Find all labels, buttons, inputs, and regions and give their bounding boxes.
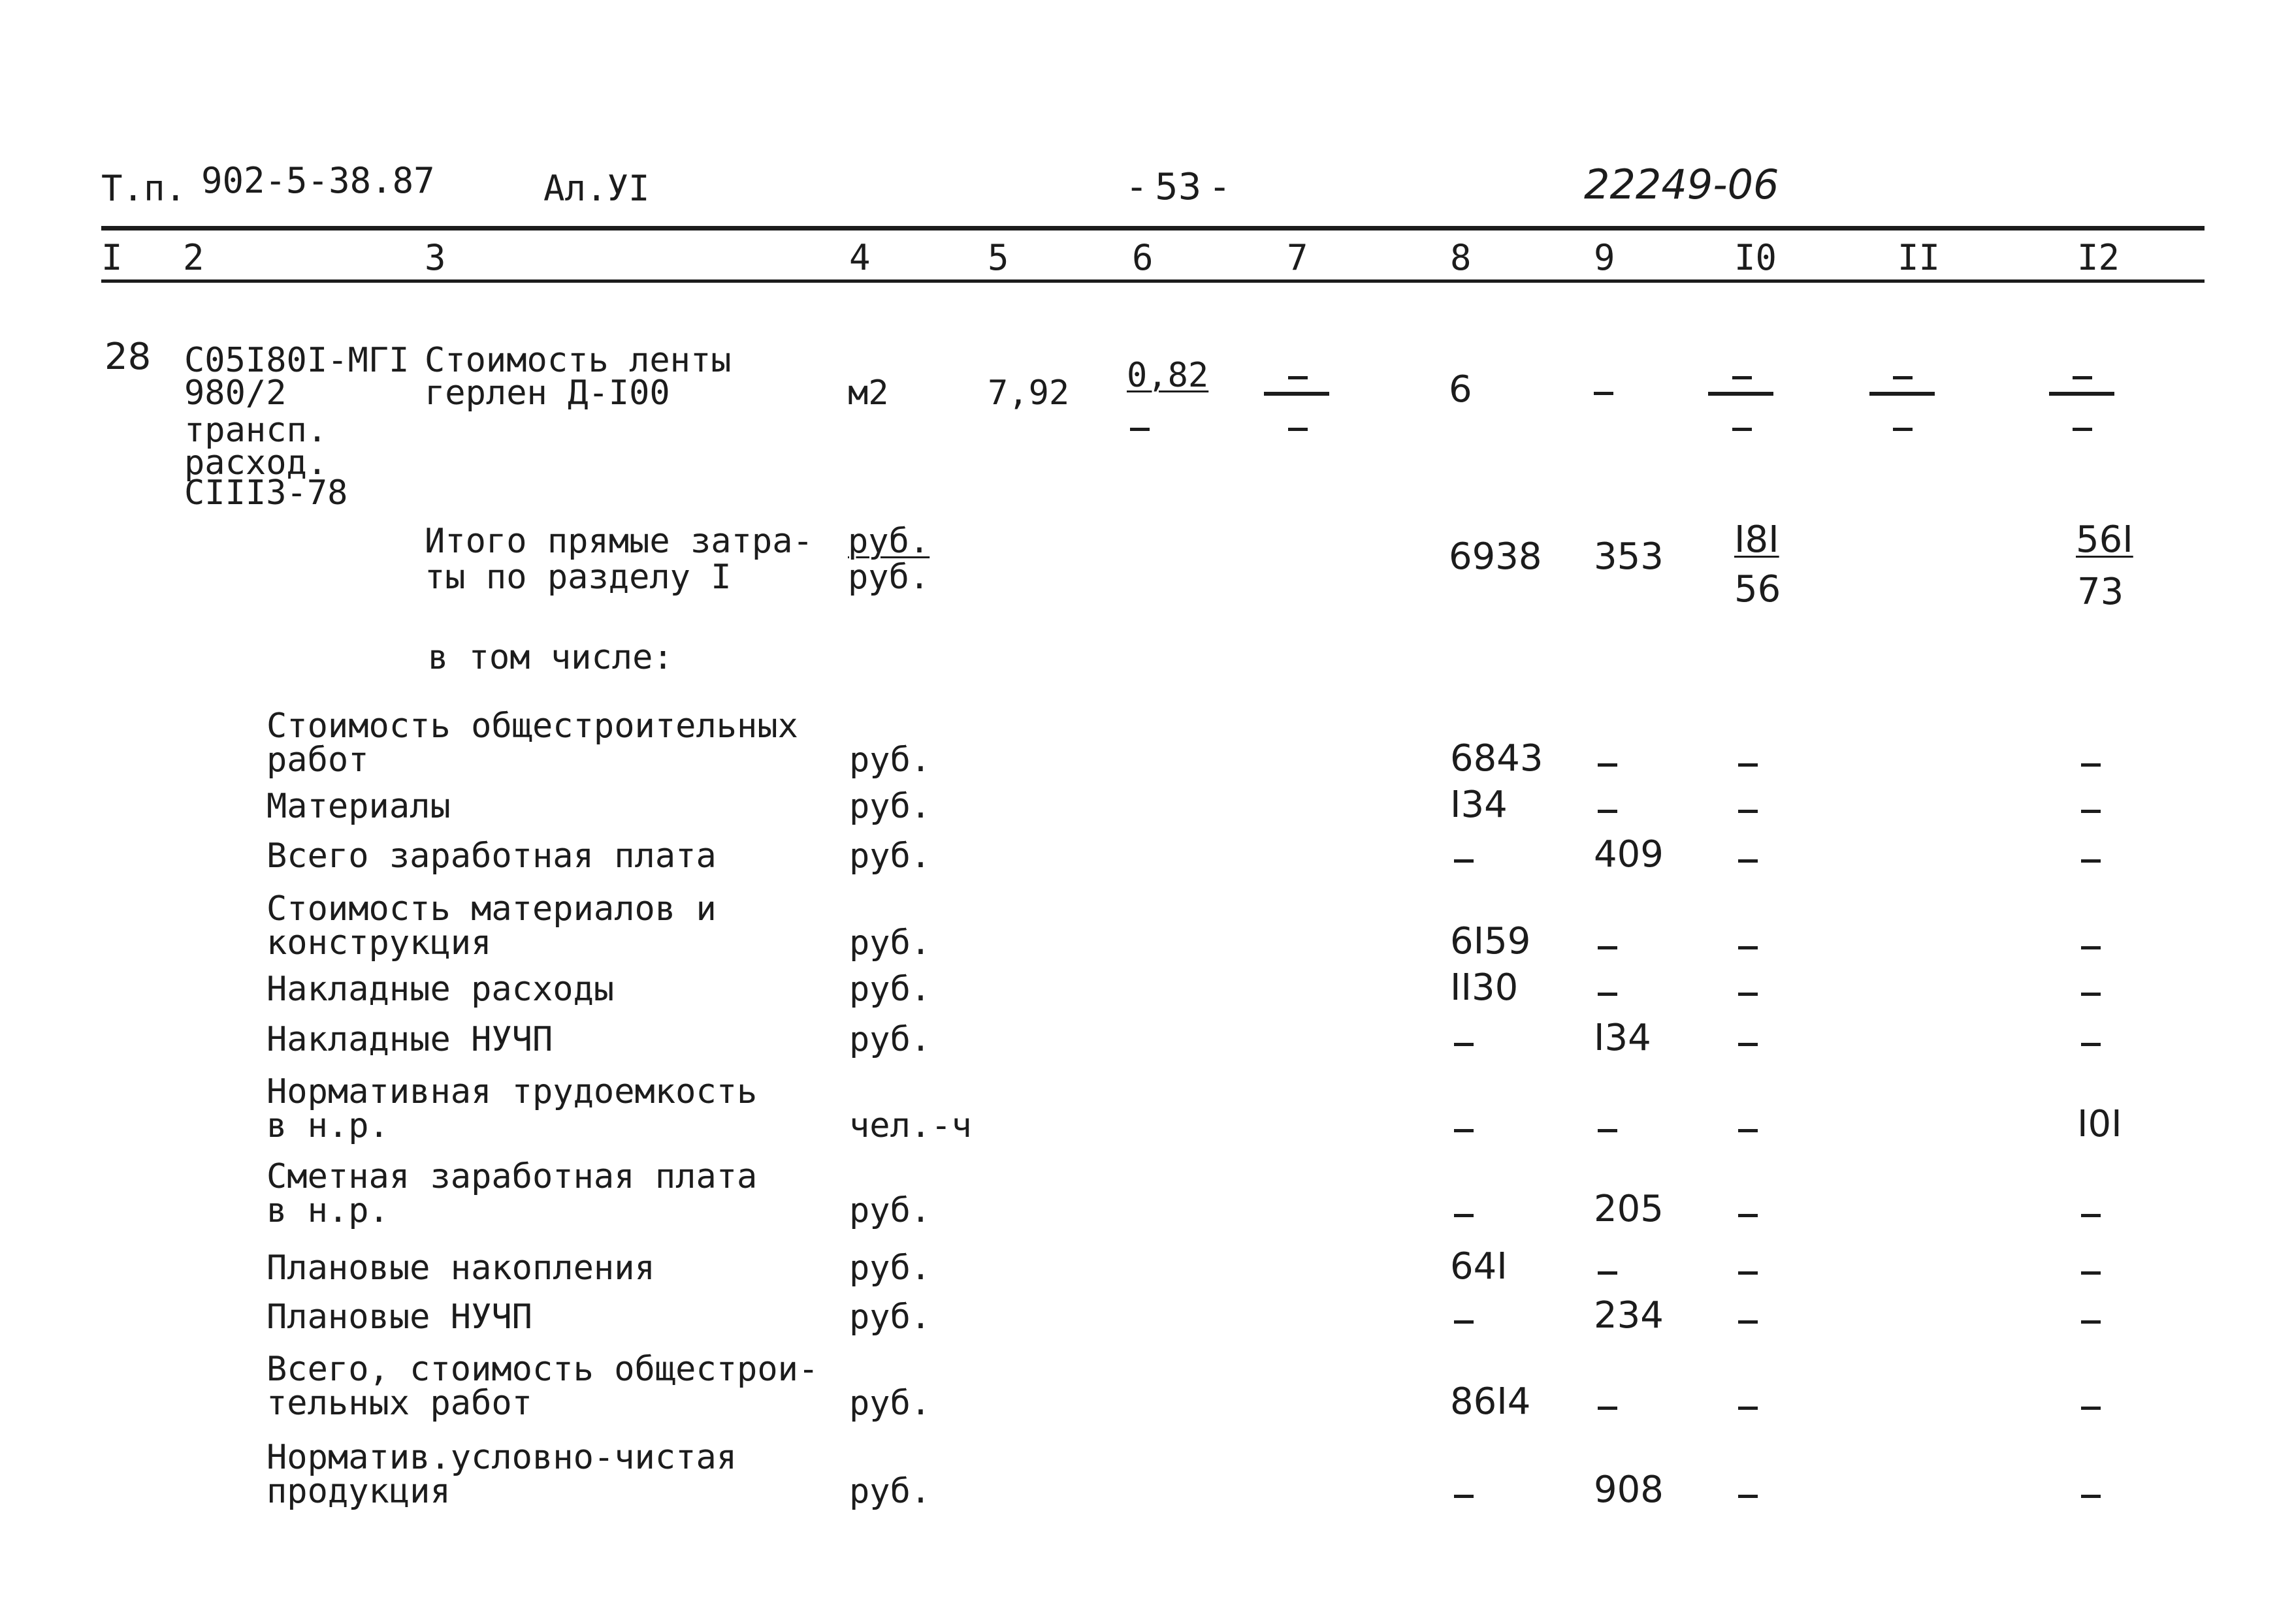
row-col12-fraction-line <box>2049 392 2114 396</box>
item-c12-value: I0I <box>2077 1103 2122 1145</box>
row-col7-fraction-line <box>1264 392 1329 396</box>
item-unit: чел.-ч <box>849 1106 972 1145</box>
item-c12-dash <box>2081 1214 2101 1217</box>
total-description-line: Итого прямые затра- <box>425 522 813 561</box>
total-col12-top: 56I <box>2076 518 2133 561</box>
item-unit: руб. <box>849 1384 931 1423</box>
item-c8-value: 64I <box>1450 1245 1508 1288</box>
item-c12-dash <box>2081 946 2101 949</box>
item-description-line: в н.р. <box>267 1191 389 1230</box>
item-c8-value: II30 <box>1450 966 1519 1009</box>
item-c9-value: 234 <box>1594 1294 1664 1337</box>
item-c10-dash <box>1738 810 1758 813</box>
item-c12-dash <box>2081 1320 2101 1324</box>
tp-number: 902-5-38.87 <box>201 160 435 201</box>
item-c10-dash <box>1738 1214 1758 1217</box>
item-description-line: Всего, стоимость общестрои- <box>267 1350 819 1389</box>
item-unit: руб. <box>849 1191 931 1230</box>
item-c9-dash <box>1598 810 1617 813</box>
item-description-line: Накладные расходы <box>267 970 615 1009</box>
row-unit: м2 <box>848 374 889 413</box>
item-c8-dash <box>1454 1043 1474 1046</box>
item-description-line: продукция <box>267 1472 451 1511</box>
item-description-line: Плановые НУЧП <box>267 1298 532 1337</box>
row-col6-bottom <box>1130 428 1150 431</box>
album-label: Ал.УI <box>543 168 650 209</box>
col-11: II <box>1898 237 1941 278</box>
item-c12-dash <box>2081 810 2101 813</box>
row-col11-fraction-line <box>1869 392 1935 396</box>
item-c9-dash <box>1598 1129 1617 1132</box>
row-code-line: трансп. <box>184 411 328 450</box>
item-description-line: Стоимость материалов и <box>267 889 717 929</box>
row-col12-top <box>2073 376 2092 379</box>
col-2: 2 <box>183 237 204 278</box>
total-unit-bottom: руб. <box>848 558 930 597</box>
col-10: I0 <box>1734 237 1777 278</box>
row-code-line: СIII3-78 <box>184 473 348 513</box>
item-c10-dash <box>1738 1320 1758 1324</box>
item-unit: руб. <box>849 1298 931 1337</box>
item-c8-dash <box>1454 1495 1474 1498</box>
item-c9-dash <box>1598 1407 1617 1410</box>
item-c10-dash <box>1738 763 1758 767</box>
col-7: 7 <box>1287 237 1308 278</box>
item-description-line: Плановые накопления <box>267 1249 655 1288</box>
total-col10-bottom: 56 <box>1734 568 1781 611</box>
col-1: I <box>101 237 123 278</box>
row-code-line: расход. <box>184 443 328 483</box>
item-description-line: Нормативная трудоемкость <box>267 1072 758 1111</box>
item-description-line: Всего заработная плата <box>267 836 717 876</box>
item-c9-dash <box>1598 993 1617 996</box>
item-c9-value: I34 <box>1594 1017 1651 1059</box>
row-code-line: 980/2 <box>184 374 287 413</box>
header-rule-top <box>101 226 2205 231</box>
total-unit-top: руб. <box>848 522 930 561</box>
row-col10-top <box>1732 376 1752 379</box>
document-code: 22249-06 <box>1584 161 1779 208</box>
item-description-line: Сметная заработная плата <box>267 1157 758 1196</box>
total-col8: 6938 <box>1449 535 1542 578</box>
item-c9-dash <box>1598 763 1617 767</box>
item-c9-value: 908 <box>1594 1469 1664 1511</box>
item-c10-dash <box>1738 993 1758 996</box>
item-description-line: Материалы <box>267 787 451 826</box>
item-c8-value: 86I4 <box>1450 1380 1531 1423</box>
item-c12-dash <box>2081 1271 2101 1275</box>
row-description-line: герлен Д-I00 <box>425 374 670 413</box>
item-unit: руб. <box>849 787 931 826</box>
row-col11-bottom <box>1893 428 1913 431</box>
row-col12-bottom <box>2073 428 2092 431</box>
row-code-line: С05I80I-МГI <box>184 341 410 380</box>
row-col9 <box>1594 392 1613 395</box>
item-unit: руб. <box>849 1020 931 1059</box>
col-6: 6 <box>1132 237 1154 278</box>
header-rule-bottom <box>101 279 2205 283</box>
item-c12-dash <box>2081 1043 2101 1046</box>
total-col12-bottom: 73 <box>2077 571 2124 613</box>
total-col10-top: I8I <box>1734 518 1779 561</box>
row-col10-bottom <box>1732 428 1752 431</box>
item-c10-dash <box>1738 1495 1758 1498</box>
item-c8-value: I34 <box>1450 784 1508 826</box>
item-c10-dash <box>1738 1407 1758 1410</box>
item-c8-dash <box>1454 1214 1474 1217</box>
item-description-line: в н.р. <box>267 1106 389 1145</box>
item-unit: руб. <box>849 836 931 876</box>
item-c10-dash <box>1738 1043 1758 1046</box>
item-c12-dash <box>2081 763 2101 767</box>
row-col10-fraction-line <box>1708 392 1773 396</box>
item-unit: руб. <box>849 1472 931 1511</box>
item-c9-value: 205 <box>1594 1188 1664 1230</box>
item-description-line: Стоимость общестроительных <box>267 707 798 746</box>
row-quantity: 7,92 <box>988 374 1070 413</box>
col-4: 4 <box>849 237 871 278</box>
item-c12-dash <box>2081 859 2101 863</box>
item-c8-value: 6843 <box>1450 737 1543 780</box>
item-unit: руб. <box>849 923 931 963</box>
row-number: 28 <box>105 336 152 378</box>
col-9: 9 <box>1594 237 1615 278</box>
row-col11-top <box>1893 376 1913 379</box>
page-number: - 53 - <box>1130 166 1227 208</box>
col-8: 8 <box>1450 237 1472 278</box>
total-description-line: ты по разделу I <box>425 558 732 597</box>
item-c12-dash <box>2081 1407 2101 1410</box>
item-c8-dash <box>1454 859 1474 863</box>
tp-label: Т.п. <box>101 168 187 209</box>
row-description-line: Стоимость ленты <box>425 341 732 380</box>
item-unit: руб. <box>849 970 931 1009</box>
item-c8-dash <box>1454 1129 1474 1132</box>
row-col8: 6 <box>1449 368 1472 411</box>
item-c9-value: 409 <box>1594 833 1664 876</box>
col-12: I2 <box>2077 237 2120 278</box>
item-c9-dash <box>1598 1271 1617 1275</box>
item-description-line: тельных работ <box>267 1384 532 1423</box>
item-description-line: Норматив.условно-чистая <box>267 1438 737 1477</box>
item-c10-dash <box>1738 946 1758 949</box>
row-col7-bottom <box>1288 428 1308 431</box>
col-3: 3 <box>425 237 446 278</box>
item-description-line: Накладные НУЧП <box>267 1020 553 1059</box>
item-c12-dash <box>2081 1495 2101 1498</box>
item-description-line: конструкция <box>267 923 492 963</box>
row-col6-top: 0,82 <box>1127 356 1209 395</box>
item-c8-dash <box>1454 1320 1474 1324</box>
item-c10-dash <box>1738 1129 1758 1132</box>
item-c12-dash <box>2081 993 2101 996</box>
item-unit: руб. <box>849 740 931 780</box>
item-c10-dash <box>1738 859 1758 863</box>
item-c9-dash <box>1598 946 1617 949</box>
item-description-line: работ <box>267 740 369 780</box>
item-c10-dash <box>1738 1271 1758 1275</box>
col-5: 5 <box>988 237 1009 278</box>
row-col7-top <box>1288 376 1308 379</box>
item-c8-value: 6I59 <box>1450 920 1531 963</box>
total-col9: 353 <box>1594 535 1664 578</box>
item-unit: руб. <box>849 1249 931 1288</box>
including-label: в том числе: <box>428 638 673 677</box>
